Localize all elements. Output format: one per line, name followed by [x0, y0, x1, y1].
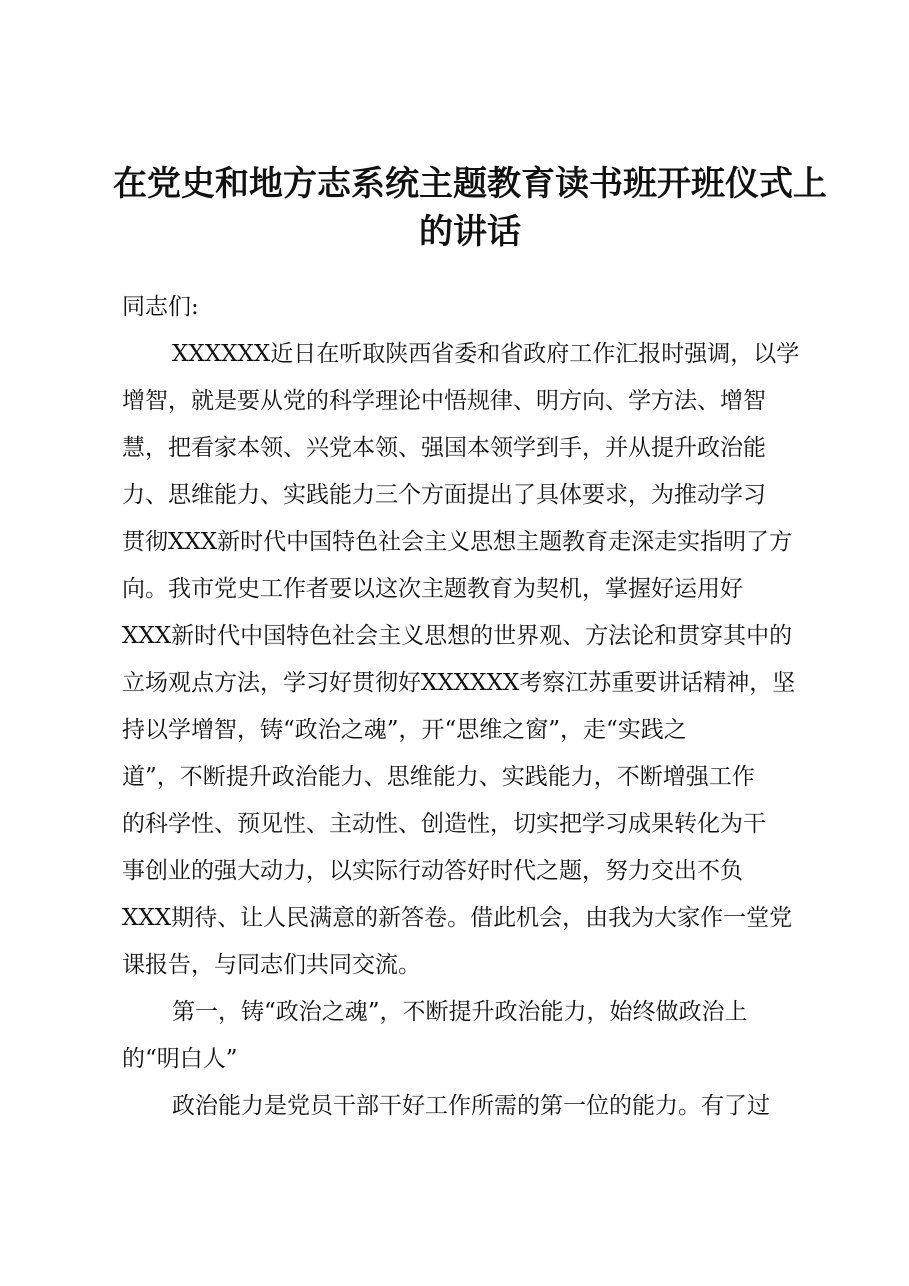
body-line: 的科学性、预见性、主动性、创造性，切实把学习成果转化为干 [122, 811, 766, 837]
body-line: 政治能力是党员干部干好工作所需的第一位的能力。有了过 [172, 1093, 770, 1119]
body-line: XXXXXX近日在听取陕西省委和省政府工作汇报时强调，以学 [172, 341, 800, 367]
body-line: 立场观点方法，学习好贯彻好XXXXXX考察江苏重要讲话精神，坚 [122, 670, 796, 696]
body-line: 持以学增智，铸“政治之魂”，开“思维之窗”，走“实践之 [122, 717, 687, 743]
body-line: XXX新时代中国特色社会主义思想的世界观、方法论和贯穿其中的 [122, 623, 793, 649]
body-line: XXX期待、让人民满意的新答卷。借此机会，由我为大家作一堂党 [122, 905, 793, 931]
paragraph-lines [122, 331, 822, 1130]
body-line: 向。我市党史工作者要以这次主题教育为契机，掌握好运用好 [122, 576, 743, 602]
title-line-2: 的讲话 [419, 212, 521, 252]
body-line: 贯彻XXX新时代中国特色社会主义思想主题教育走深走实指明了方 [122, 529, 793, 555]
document-title [110, 160, 830, 256]
body-line: 的“明白人” [122, 1046, 238, 1072]
body-line: 增智，就是要从党的科学理论中悟规律、明方向、学方法、增智 [122, 388, 766, 414]
body-line: 事创业的强大动力，以实际行动答好时代之题，努力交出不负 [122, 858, 743, 884]
body-line: 第一，铸“政治之魂”，不断提升政治能力，始终做政治上 [172, 999, 748, 1025]
body-line: 道”，不断提升政治能力、思维能力、实践能力，不断增强工作 [122, 764, 755, 790]
body-line: 力、思维能力、实践能力三个方面提出了具体要求，为推动学习 [122, 482, 766, 508]
document-body [122, 284, 822, 1130]
body-line: 慧，把看家本领、兴党本领、强国本领学到手，并从提升政治能 [122, 435, 766, 461]
title-line-1: 在党史和地方志系统主题教育读书班开班仪式上 [113, 164, 827, 204]
greeting: 同志们: [122, 294, 199, 320]
body-line: 课报告，与同志们共同交流。 [122, 952, 421, 978]
